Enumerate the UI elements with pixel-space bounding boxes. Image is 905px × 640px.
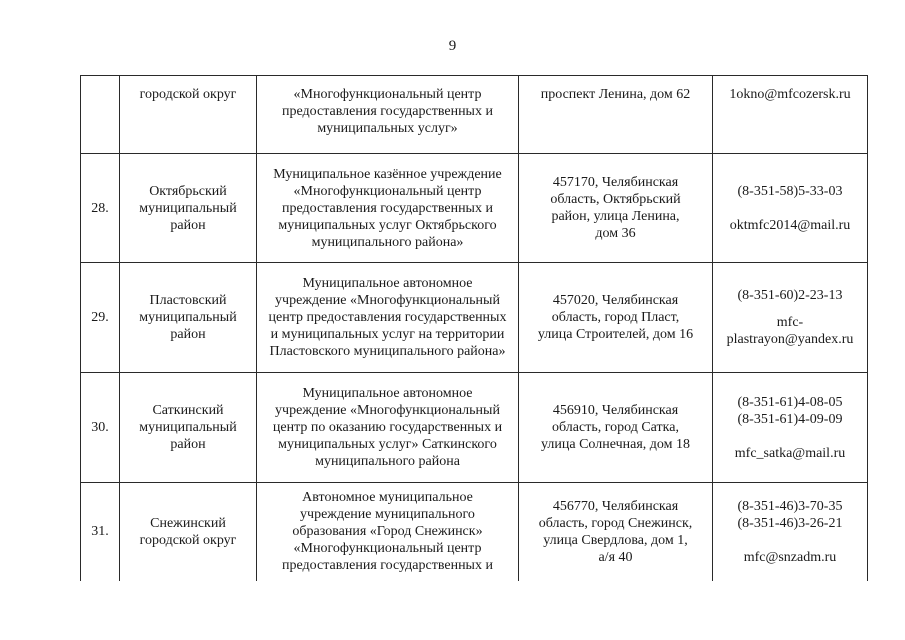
organization-line: учреждение муниципального [300, 507, 475, 523]
email-text: mfc@snzadm.ru [743, 549, 837, 565]
organization-line: центр по оказанию государственных и [272, 420, 503, 435]
address-line: 456910, Челябинская [552, 403, 679, 418]
table-row [81, 76, 868, 154]
page-number: 9 [448, 38, 457, 54]
organization-line: муниципального района [315, 454, 460, 469]
organization-line: учреждение «Многофункциональный [275, 403, 500, 418]
municipality-line: муниципальный [139, 310, 237, 325]
address-line: область, город Сатка, [552, 420, 679, 435]
mfc-table [80, 75, 868, 581]
organization-line: образования «Город Снежинск» [292, 524, 483, 540]
municipality-line: Пластовский [149, 293, 227, 308]
organization-cell [257, 263, 519, 373]
table-row [81, 263, 868, 373]
address-line: район, улица Ленина, [551, 209, 680, 224]
contacts-cell [713, 263, 868, 373]
row-number [81, 76, 120, 154]
organization-line: муниципальных услуг» Саткинского [278, 437, 497, 452]
contacts-cell [713, 373, 868, 483]
address-line: 457170, Челябинская [552, 175, 679, 190]
email-text: mfc_satka@mail.ru [734, 445, 846, 461]
organization-line: центр предоставления государственных [268, 310, 507, 325]
organization-line: Автономное муниципальное [302, 490, 473, 506]
organization-line: муниципальных услуг» [317, 121, 458, 136]
municipality-line: район [170, 327, 206, 342]
address-cell [519, 263, 713, 373]
row-number: 30. [81, 373, 120, 483]
organization-line: Пластовского муниципального района» [269, 344, 506, 359]
contacts-cell [713, 483, 868, 581]
municipality-line: Саткинский [152, 403, 224, 418]
email-text: oktmfc2014@mail.ru [729, 217, 851, 233]
organization-line: муниципальных услуг Октябрьского [278, 217, 497, 233]
row-number: 28. [81, 154, 120, 263]
address-cell [519, 483, 713, 581]
phone-text: (8-351-61)4-08-05 [737, 394, 843, 410]
organization-line: Муниципальное автономное [302, 276, 473, 291]
organization-line: Муниципальное автономное [302, 386, 473, 401]
municipality-line: Снежинский [150, 515, 226, 531]
organization-cell [257, 154, 519, 263]
address-line: 457020, Челябинская [552, 293, 679, 308]
municipality-line: муниципальный [139, 420, 237, 435]
municipality-line: городской округ [139, 532, 237, 548]
municipality-line: Октябрьский [149, 183, 227, 199]
organization-line: предоставления государственных и [282, 104, 493, 119]
address-cell [519, 154, 713, 263]
phone-text: (8-351-58)5-33-03 [737, 183, 843, 199]
phone-text: (8-351-60)2-23-13 [737, 288, 843, 303]
address-line: улица Свердлова, дом 1, [543, 532, 688, 548]
address-line: улица Солнечная, дом 18 [541, 437, 690, 452]
municipality-line: муниципальный [139, 200, 237, 216]
organization-line: «Многофункциональный центр [293, 541, 482, 557]
address-line: а/я 40 [598, 549, 633, 565]
municipality-cell [120, 483, 257, 581]
address-line: улица Строителей, дом 16 [537, 327, 694, 342]
municipality-cell [120, 76, 257, 154]
organization-cell [257, 76, 519, 154]
address-line: проспект Ленина, дом 62 [540, 87, 691, 102]
address-line: дом 36 [595, 226, 636, 241]
row-number: 29. [81, 263, 120, 373]
municipality-cell [120, 373, 257, 483]
municipality-line: городской округ [139, 87, 237, 102]
address-line: область, город Снежинск, [538, 515, 693, 531]
row-number: 31. [81, 483, 120, 581]
email-text: plastrayon@yandex.ru [726, 332, 854, 347]
email-text: mfc- [776, 315, 804, 330]
municipality-line: район [170, 217, 206, 233]
contacts-cell [713, 76, 868, 154]
address-cell [519, 76, 713, 154]
phone-text: (8-351-46)3-26-21 [737, 515, 843, 531]
organization-line: муниципального района» [311, 234, 464, 250]
phone-text: (8-351-46)3-70-35 [737, 498, 843, 514]
table-row [81, 154, 868, 263]
organization-line: предоставления государственных и [282, 558, 493, 574]
organization-line: предоставления государственных и [282, 200, 493, 216]
organization-line: учреждение «Многофункциональный [275, 293, 500, 308]
organization-line: и муниципальных услуг на территории [270, 327, 505, 342]
municipality-cell [120, 154, 257, 263]
address-line: область, Октябрьский [550, 192, 681, 207]
table-row [81, 483, 868, 581]
organization-line: «Многофункциональный центр [293, 87, 482, 102]
organization-line: «Многофункциональный центр [293, 183, 482, 199]
table-row [81, 373, 868, 483]
organization-line: Муниципальное казённое учреждение [273, 166, 502, 182]
organization-cell [257, 483, 519, 581]
address-cell [519, 373, 713, 483]
contacts-cell [713, 154, 868, 263]
phone-text: (8-351-61)4-09-09 [737, 411, 843, 427]
address-line: область, город Пласт, [551, 310, 680, 325]
municipality-line: район [170, 437, 206, 452]
municipality-cell [120, 263, 257, 373]
organization-cell [257, 373, 519, 483]
address-line: 456770, Челябинская [552, 498, 679, 514]
email-text: 1okno@mfcozersk.ru [729, 87, 851, 102]
